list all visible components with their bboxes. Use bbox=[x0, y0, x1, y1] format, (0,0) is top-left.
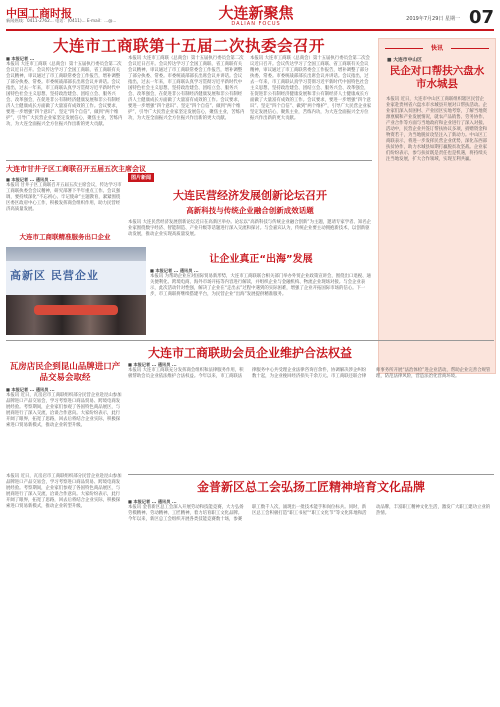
sidebar-tag-label: 快讯 bbox=[423, 43, 451, 52]
section-subtitle: DALIAN FOCUS bbox=[231, 21, 281, 27]
jinpu-headline: 金普新区总工会弘扬工匠精神培育文化品牌 bbox=[196, 480, 425, 494]
photo-people bbox=[6, 295, 146, 335]
going-out-headline-block bbox=[6, 232, 124, 244]
divider bbox=[128, 474, 494, 475]
wafangdian-headline: 瓦房店民企到昆山品牌进口产品交易会取经 bbox=[9, 362, 121, 383]
feature-body: 本报讯 大连民营经济发展创新论坛近日在高新区举办。论坛以“高新科技与传统企业融合创新”为主题，邀请专家学者、知名企业家围绕数字经济、智能制造、产业升级等话题进行深入交流和探讨。与会嘉宾认为，传统企业要主动拥抱新技术，以创新驱动发展，推动企业实现高质量发展。 bbox=[128, 220, 372, 237]
forum-photo bbox=[6, 247, 146, 335]
ganjingzi-headline: 大连市甘井子区工商联召开五届五次主席会议 bbox=[6, 165, 146, 173]
section-title: 大连新聚焦 bbox=[218, 4, 294, 22]
main-headline: 大连市工商联第十五届二次执委会召开 bbox=[52, 37, 325, 55]
section-banner bbox=[206, 5, 306, 27]
feature-block bbox=[128, 164, 372, 246]
rights-headline: 大连市工商联助会员企业维护合法权益 bbox=[147, 346, 352, 360]
jinpu-story bbox=[128, 478, 494, 702]
contact-line: 新闻热线：0411-2762... 电话：(0411)... E-mail：...@... bbox=[6, 18, 117, 23]
feature-headline: 大连民营经济发展创新论坛召开 bbox=[173, 189, 327, 202]
feature-label: 图片新闻 bbox=[128, 173, 154, 182]
wafangdian-body-cont: 本报讯 近日，瓦房店市工商联组织部分民营企业赴昆山参加品牌进口产品交易会，学习考察进口商品贸易、跨境电商发展经验。考察期间，企业家们参观了各国特色商品展区，与展商进行了深入交流，洽谈合作意向。大家纷纷表示，此行开阔了眼界，拓宽了思路，回去后将结合企业实际，积极探索进口贸易新模式，推动企业转型升级。 bbox=[6, 474, 122, 509]
divider bbox=[6, 340, 494, 341]
main-story-byline: ■ 本报记者 ... bbox=[6, 56, 35, 61]
going-out-headline: 大连市工商联精准服务出口企业 bbox=[19, 233, 111, 241]
main-story-body-cont: 本报讯 大连市工商联（总商会）第十五届执行委员会第二次会议近日召开。会议传达学习了全国工商联、省工商联有关会议精神，审议通过了市工商联常委会工作报告，增补调整了部分执委、常委。市委统战部部长出席会议并讲话。会议指出，过去一年来，市工商联认真学习贯彻习近平新时代中国特色社会主义思想，坚持政治建会、团结立会、服务兴会、改革强会，在促进非公有制经济健康发展和非公有制经济人士健康成长方面做了大量富有成效的工作。会议要求，要进一步增强“四个意识”、坚定“四个自信”、做到“两个维护”，引导广大民营企业家坚定发展信心，聚焦主业，苦练内功，为大连全面振兴全方位振兴作出新的更大贡献。 bbox=[128, 56, 245, 121]
sidebar-author: ■ 大连市中山区 bbox=[387, 58, 422, 63]
photo-banner-text: 高新区 民营企业 bbox=[10, 269, 99, 282]
issue-date: 2019年7月29日 星期一 bbox=[406, 16, 460, 22]
main-story-body: 本报讯 大连市工商联（总商会）第十五届执行委员会第二次会议近日召开。会议传达学习了全国工商联、省工商联有关会议精神，审议通过了市工商联常委会工作报告，增补调整了部分执委、常委。市委统战部部长出席会议并讲话。会议指出，过去一年来，市工商联认真学习贯彻习近平新时代中国特色社会主义思想，坚持政治建会、团结立会、服务兴会、改革强会，在促进非公有制经济健康发展和非公有制经济人士健康成长方面做了大量富有成效的工作。会议要求，要进一步增强“四个意识”、坚定“四个自信”、做到“两个维护”，引导广大民营企业家坚定发展信心，聚焦主业，苦练内功，为大连全面振兴全方位振兴作出新的更大贡献。 bbox=[6, 61, 123, 127]
wafangdian-story bbox=[6, 362, 124, 470]
ganjingzi-body: 本报讯 甘井子区工商联召开五届五次主席会议，传达学习市工商联执委会会议精神，研究部署下半年重点工作。会议强调，要持续深化“不忘初心、牢记使命”主题教育，紧紧围绕区委区政府中心工作，积极发挥商会组织作用，助力民营经济高质量发展。 bbox=[6, 182, 122, 212]
main-story-col1 bbox=[6, 56, 124, 156]
ganjingzi-byline: ■ 本报记者 ... 通讯员 ... bbox=[6, 177, 55, 182]
sidebar-tag bbox=[379, 43, 495, 53]
main-story-body-cont-2: 本报讯 大连市工商联（总商会）第十五届执行委员会第二次会议近日召开。会议传达学习了全国工商联、省工商联有关会议精神，审议通过了市工商联常委会工作报告，增补调整了部分执委、常委。市委统战部部长出席会议并讲话。会议指出，过去一年来，市工商联认真学习贯彻习近平新时代中国特色社会主义思想，坚持政治建会、团结立会、服务兴会、改革强会，在促进非公有制经济健康发展和非公有制经济人士健康成长方面做了大量富有成效的工作。会议要求，要进一步增强“四个意识”、坚定“四个自信”、做到“两个维护”，引导广大民营企业家坚定发展信心，聚焦主业，苦练内功，为大连全面振兴全方位振兴作出新的更大贡献。 bbox=[250, 56, 372, 121]
wafangdian-story-cont bbox=[6, 474, 124, 702]
feature-subheadline: 高新科技与传统企业融合创新成效话题 bbox=[186, 206, 314, 215]
rights-headline-block bbox=[6, 344, 494, 358]
going-out-byline: ■ 本报记者 ... 通讯员 ... bbox=[150, 268, 199, 273]
jinpu-byline: ■ 本报记者 ... 通讯员 ... bbox=[128, 499, 177, 504]
going-out-body: 本报讯 为帮助企业应对国际贸易新形势，大连市工商联联合相关部门举办外贸企业政策宣讲会，围绕出口退税、通关便利化、跨境电商、海外市场开拓等内容进行解读，并组织企业与金融机构、物流企业现场对接。与会企业表示，此次活动针对性强，解决了企业在“走出去”过程中遇到的实际困难，增强了企业开拓国际市场的信心。下一步，市工商联将继续搭建平台，为民营企业“出海”发展提供精准服务。 bbox=[150, 273, 371, 297]
going-out-subheadline: 让企业真正“出海”发展 bbox=[209, 254, 313, 265]
wafangdian-body: 本报讯 近日，瓦房店市工商联组织部分民营企业赴昆山参加品牌进口产品交易会，学习考察进口商品贸易、跨境电商发展经验。考察期间，企业家们参观了各国特色商品展区，与展商进行了深入交流，洽谈合作意向。大家纷纷表示，此行开阔了眼界，拓宽了思路，回去后将结合企业实际，积极探索进口贸易新模式，推动企业转型升级。 bbox=[6, 392, 122, 428]
rights-body: 本报讯 大连市工商联充分发挥商会组织和法律服务作用，积极帮助会员企业依法维护合法权益。今年以来，市工商联法律服务中心共受理企业法律咨询百余件，协调解决涉企纠纷数十起，为企业挽回经济损失千余万元。市工商联还联合律师事务所开展“法治体检”进企业活动，帮助企业完善合规管理，防范法律风险，营造法治化营商环境。 bbox=[128, 367, 491, 379]
main-story-col2 bbox=[128, 56, 246, 156]
wafangdian-byline: ■ 本报记者 ... 通讯员 ... bbox=[6, 387, 55, 392]
paper-name: 中国工商时报 bbox=[6, 7, 72, 20]
masthead-divider bbox=[6, 29, 494, 31]
jinpu-body: 本报讯 金普新区总工会深入开展劳动和技能竞赛，大力弘扬劳模精神、劳动精神、工匠精神，着力培育职工文化品牌。今年以来，新区总工会组织开展各类技能竞赛数十场，参赛职工数千人次，涌现出一批技术能手和岗位标兵。同时，新区总工会积极打造“职工书屋”“职工文化节”等文化阵地和活动品牌，丰富职工精神文化生活，激发广大职工建功立业的热情。 bbox=[128, 504, 491, 522]
rights-story bbox=[128, 362, 494, 470]
sidebar-headline: 民企对口帮扶六盘水市水城县 bbox=[389, 65, 485, 90]
photo-flowers bbox=[34, 305, 118, 315]
going-out-story bbox=[150, 250, 372, 334]
main-story-col3 bbox=[250, 56, 372, 156]
divider bbox=[6, 160, 372, 161]
page-number: 07 bbox=[468, 7, 494, 28]
rights-byline: ■ 本报记者 ... 通讯员 ... bbox=[128, 362, 177, 367]
sidebar-brief bbox=[378, 38, 496, 374]
masthead bbox=[6, 5, 494, 29]
sidebar-body: 本报讯 近日，大连市中山区工商联组织辖区民营企业家赴贵州省六盘水市水城县开展对口帮扶活动。企业家们深入贫困村、产业园区实地考察，了解当地资源禀赋和产业发展情况，就农产品销售、劳务协作、产业合作等方面与当地政府和企业进行了深入对接。活动中，民营企业共签订帮扶协议多项，捐赠资金和物资若干，为当地脱贫攻坚注入了新动力。中山区工商联表示，将进一步发挥民营企业优势，深化东西部扶贫协作，助力水城县如期打赢脱贫攻坚战。企业家们纷纷表示，参与扶贫既是责任也是机遇，将持续关注当地发展，扩大合作领域，实现互利共赢。 bbox=[386, 97, 487, 162]
